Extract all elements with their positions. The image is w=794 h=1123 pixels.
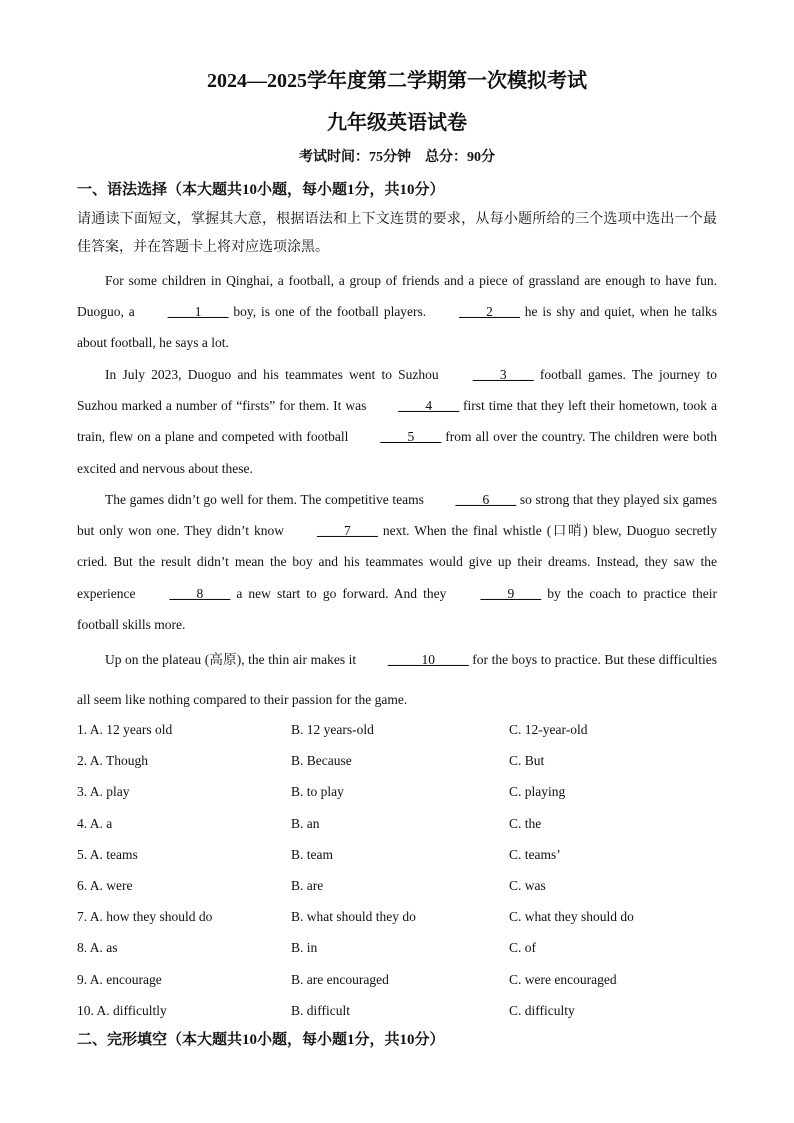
- text: football games. The journey to Suzhou marked a number of “firsts” for them. It was: [77, 367, 717, 414]
- exam-subtitle: 九年级英语试卷: [327, 112, 467, 134]
- option-c[interactable]: C. of: [509, 940, 536, 956]
- blank-1: ____1____: [167, 304, 229, 320]
- option-a[interactable]: 3. A. play: [77, 784, 130, 800]
- option-b[interactable]: B. are: [291, 877, 324, 893]
- option-row: [77, 776, 717, 807]
- option-row: [77, 870, 717, 901]
- option-a[interactable]: 9. A. encourage: [77, 971, 162, 987]
- text: from all over the country. The children were both excited and nervous about these.: [77, 429, 717, 476]
- option-c[interactable]: C. what they should do: [509, 909, 634, 925]
- blank-4: ____4____: [398, 398, 460, 414]
- option-b[interactable]: B. are encouraged: [291, 971, 389, 987]
- section1-instruction: 请通读下面短文，掌握其大意，根据语法和上下文连贯的要求，从每小题所给的三个选项中选出一个最佳答案，并在答题卡上将对应选项涂黑。: [77, 212, 717, 255]
- passage-paragraph-2: [77, 359, 717, 484]
- option-b[interactable]: B. Because: [291, 753, 352, 769]
- text: first time that they left their hometown, took a train, flew on a plane and competed with football: [77, 398, 717, 445]
- option-a[interactable]: 5. A. teams: [77, 846, 138, 862]
- option-a[interactable]: 7. A. how they should do: [77, 909, 213, 925]
- option-c[interactable]: C. were encouraged: [509, 971, 617, 987]
- option-c[interactable]: C. teams’: [509, 846, 561, 862]
- option-row: [77, 932, 717, 963]
- exam-info: 考试时间：75分钟 总分：90分: [299, 150, 495, 165]
- option-row: [77, 745, 717, 776]
- blank-8: ____8____: [169, 585, 231, 601]
- option-b[interactable]: B. to play: [291, 784, 344, 800]
- text: for the boys to practice. But these difficulties all seem like nothing compared to their passion for the game.: [77, 652, 718, 707]
- option-row: [77, 714, 717, 745]
- section2-heading: 二、完形填空（本大题共10小题，每小题1分，共10分）: [77, 1032, 445, 1048]
- text: The games didn’t go well for them. The competitive teams: [105, 492, 428, 507]
- text: Up on the plateau (高原), the thin air makes it: [105, 652, 360, 667]
- blank-2: ____2____: [459, 304, 520, 320]
- blank-5: ____5____: [380, 429, 442, 445]
- option-row: [77, 964, 717, 995]
- text: a new start to go forward. And they: [230, 585, 453, 601]
- options-list: [77, 714, 717, 1026]
- option-c[interactable]: C. But: [509, 753, 545, 769]
- text: next. When the final whistle (口哨) blew, Duoguo secretly cried. But the result didn’t mean the boy and his teammates would give up their dreams. Instead, they saw the experience: [77, 523, 718, 601]
- text: by the coach to practice their football skills more.: [77, 585, 717, 632]
- option-b[interactable]: B. an: [291, 815, 320, 831]
- option-c[interactable]: C. 12-year-old: [509, 722, 588, 737]
- option-c[interactable]: C. was: [509, 877, 546, 893]
- text: so strong that they played six games but only won one. They didn’t know: [77, 492, 718, 539]
- option-row: [77, 901, 717, 932]
- option-b[interactable]: B. team: [291, 846, 333, 862]
- option-a[interactable]: 2. A. Though: [77, 753, 149, 769]
- option-a[interactable]: 4. A. a: [77, 815, 113, 831]
- option-row: [77, 995, 717, 1026]
- blank-9: ____9____: [480, 585, 542, 601]
- passage-paragraph-3: [77, 484, 717, 640]
- option-row: [77, 839, 717, 870]
- option-b[interactable]: B. what should they do: [291, 909, 416, 925]
- blank-10: _____10_____: [387, 652, 469, 667]
- text: For some children in Qinghai, a football, a group of friends and a piece of grassland are enough to have fun. Duoguo, a: [77, 273, 717, 320]
- text: boy, is one of the football players.: [228, 304, 432, 320]
- option-b[interactable]: B. 12 years-old: [291, 722, 374, 737]
- text: In July 2023, Duoguo and his teammates went to Suzhou: [105, 367, 445, 382]
- blank-3: ____3____: [472, 367, 534, 382]
- option-b[interactable]: B. in: [291, 940, 318, 956]
- option-row: [77, 808, 717, 839]
- section1-heading: 一、语法选择（本大题共10小题，每小题1分，共10分）: [77, 182, 445, 198]
- blank-7: ____7____: [317, 523, 378, 539]
- option-c[interactable]: C. the: [509, 815, 542, 831]
- option-a[interactable]: 1. A. 12 years old: [77, 722, 173, 737]
- text: he is shy and quiet, when he talks about football, he says a lot.: [77, 304, 717, 351]
- option-a[interactable]: 10. A. difficultly: [77, 1002, 167, 1018]
- exam-title: 2024—2025学年度第二学期第一次模拟考试: [207, 70, 587, 92]
- passage-paragraph-4: [77, 640, 717, 720]
- passage-paragraph-1: [77, 265, 717, 359]
- option-a[interactable]: 8. A. as: [77, 940, 118, 956]
- option-c[interactable]: C. playing: [509, 784, 566, 800]
- option-c[interactable]: C. difficulty: [509, 1002, 575, 1018]
- option-a[interactable]: 6. A. were: [77, 877, 133, 893]
- blank-6: ____6____: [455, 492, 517, 507]
- option-b[interactable]: B. difficult: [291, 1002, 350, 1018]
